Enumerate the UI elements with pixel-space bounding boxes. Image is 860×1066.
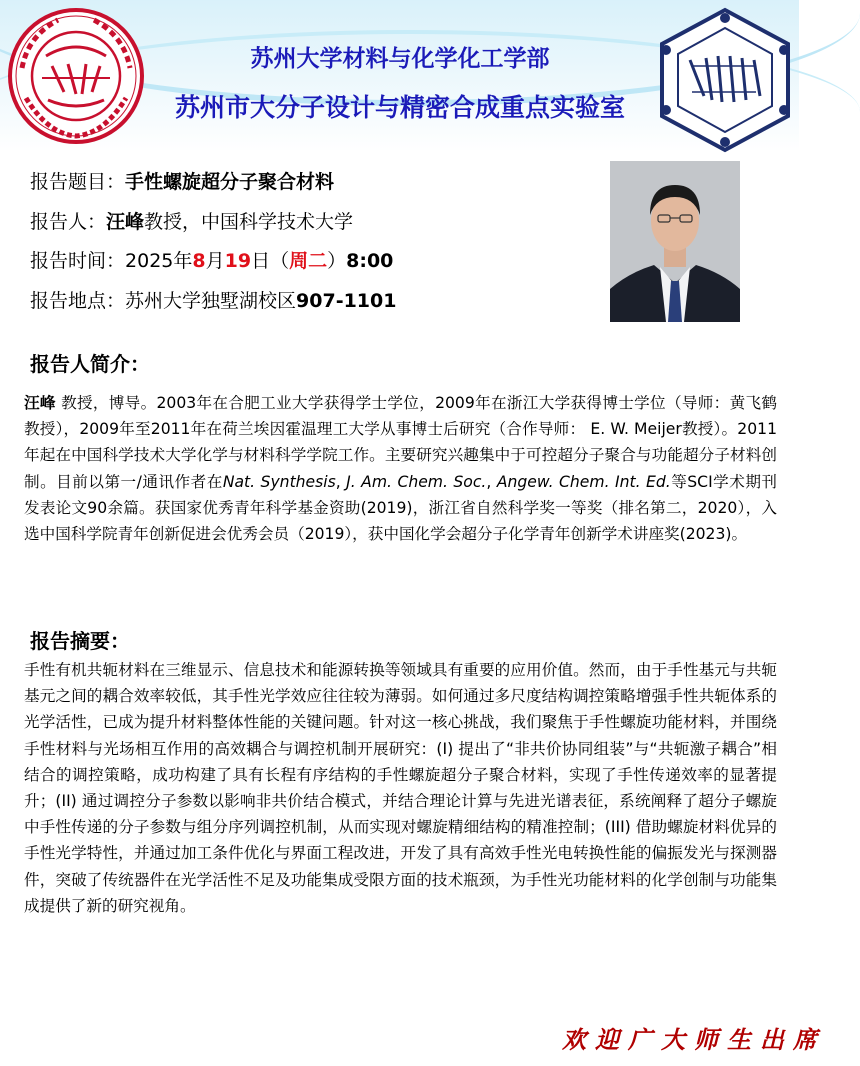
journal-angew: Angew. Chem. Int. Ed. [496, 472, 671, 491]
journal-nat-synthesis: Nat. Synthesis [222, 472, 336, 491]
speaker-affiliation: 教授，中国科学技术大学 [144, 211, 354, 233]
place-campus: 苏州大学独墅湖校区 [125, 290, 297, 312]
bio-sep-1: , [335, 472, 347, 491]
place-line [30, 286, 396, 313]
bio-name: 汪峰 [24, 394, 56, 412]
report-title-line [30, 167, 334, 194]
welcome-footer: 欢迎广大师生出席 [562, 1025, 826, 1054]
speaker-name: 汪峰 [106, 211, 145, 233]
abstract-paragraph: 手性有机共轭材料在三维显示、信息技术和能源转换等领域具有重要的应用价值。然而，由于手性基元与共轭基元之间的耦合效率较低，其手性光学效应往往较为薄弱。如何通过多尺度结构调控策略增强手性共轭体系的光学活性，已成为提升材料整体性能的关键问题。针对这一核心挑战，我们聚焦于手性螺旋功能材料，并围绕手性材料与光场相互作用的高效耦合与调控机制开展研究：(I) 提出了“非共价协同组装”与“共轭激子耦合”相结合的调控策略，成功构建了具有长程有序结构的手性螺旋超分子聚合材料，实现了手性传递效率的显著提升；(II) 通过调控分子参数以影响非共价结合模式，并结合理论计算与先进光谱表征，系统阐释了超分子螺旋中手性传递的分子参数与组分序列调控机制，从而实现对螺旋精细结构的精准控制；(III) 借助螺旋材料优异的手性光学特性，并通过加工条件优化与界面工程改进，开发了具有高效手性光电转换性能的偏振发光与探测器件，突破了传统器件在光学活性不足及功能集成受限方面的技术瓶颈，为手性光功能材料的化学创制与功能集成提供了新的研究视角。 [24, 661, 777, 915]
speaker-line [30, 207, 353, 234]
time-month: 8 [192, 250, 206, 272]
time-day: 19 [224, 250, 252, 272]
bio-text-1: 教授，博导。2003年在合肥工业大学获得学士学位，2009年在浙江大学获得博士学位（导师：黄飞鹤教授），2009年至2011年在荷兰埃因霍温理工大学从事博士后研究（合作导师： E. W. Meijer教授）。2011年起在中国科学技术大学化学与材料科学学院工作。主要研究兴趣集中于可控超分子聚合与功能超分子材料创制。目前以第一/通讯作者在 [24, 394, 777, 491]
report-title-value: 手性螺旋超分子聚合材料 [125, 171, 335, 193]
ccems-college-logo [656, 6, 794, 154]
time-weekday: 周二 [289, 250, 328, 272]
time-day-suffix: 日（ [251, 250, 290, 272]
time-line [30, 246, 393, 273]
soochow-university-logo [8, 8, 144, 144]
time-month-suffix: 月 [205, 250, 225, 272]
bio-sep-2: , [486, 472, 497, 491]
department-title: 苏州大学材料与化学化工学部 [250, 46, 550, 72]
report-title-label: 报告题目： [30, 171, 126, 193]
abstract-heading: 报告摘要： [30, 629, 130, 653]
time-label: 报告时间： [30, 250, 126, 272]
lab-title: 苏州市大分子设计与精密合成重点实验室 [174, 93, 625, 122]
bio-paragraph [24, 390, 777, 547]
journal-jacs: J. Am. Chem. Soc. [346, 472, 487, 491]
bio-text-2: 等SCI学术期刊发表论文90余篇。获国家优秀青年科学基金资助(2019)，浙江省自然科学奖一等奖（排名第二，2020），入选中国科学院青年创新促进会优秀会员（2019），获中国化学会超分子化学青年创新学术讲座奖(2023)。 [24, 472, 778, 544]
bio-heading: 报告人简介： [30, 352, 150, 376]
place-room: 907-1101 [296, 290, 397, 312]
speaker-photo [610, 161, 740, 322]
place-label: 报告地点： [30, 290, 126, 312]
speaker-label: 报告人： [30, 211, 107, 233]
time-year: 2025年 [125, 250, 193, 272]
time-hour: 8:00 [346, 250, 394, 272]
time-paren-close: ） [327, 250, 347, 272]
